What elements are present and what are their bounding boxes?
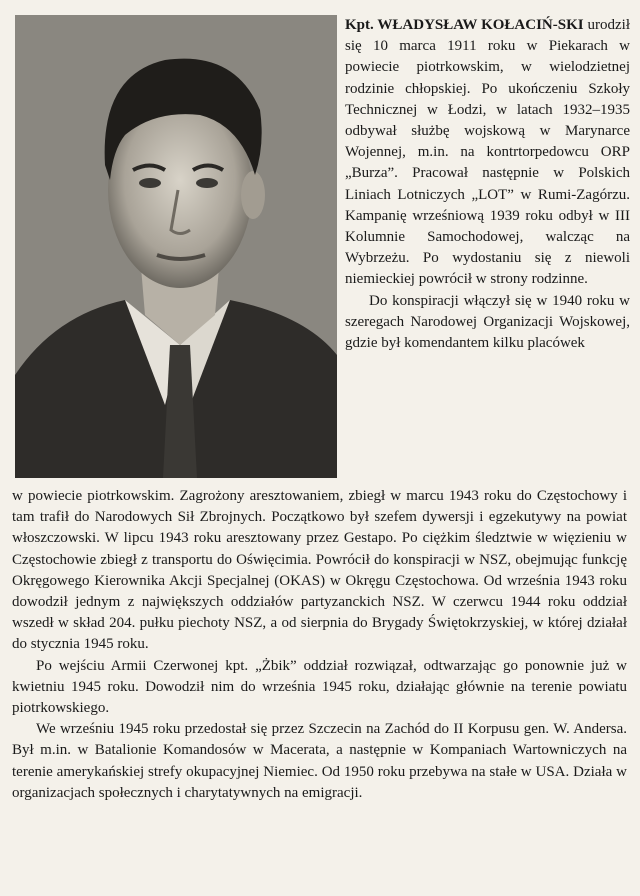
article-full-width-text [12, 486, 627, 804]
biography-paragraph-2-start: Do konspiracji włączył się w 1940 roku w szeregach Narodowej Organizacji Wojskowej, gdzie był komendantem kilku placówek [345, 292, 630, 352]
biography-paragraph-2-cont: w powiecie piotrkowskim. Zagrożony aresztowaniem, zbiegł w marcu 1943 roku do Częstochowy i tam trafił do Narodowych Sił Zbrojnych. Początkowo był szefem dywersji i egzekutywy na powiat włoszczowski. W lipcu 1943 roku aresztowany przez Gestapo. Po ciężkim śledztwie w więzieniu w Częstochowie zbiegł z transportu do Oświęcimia. Powrócił do konspiracji w NSZ, obejmując funkcję Okręgowego Kierownika Akcji Specjalnej (OKAS) w Okręgu Częstochowa. Od września 1943 roku dowodził jednym z największych oddziałów partyzanckich NSZ. W czerwcu 1944 roku oddział wszedł w skład 204. pułku piechoty NSZ, a od sierpnia do Brygady Świętokrzyskiej, w której działał do stycznia 1945 roku. [12, 488, 627, 653]
article-column-text [345, 15, 630, 354]
portrait-illustration [15, 15, 337, 478]
biography-paragraph-4: We wrześniu 1945 roku przedostał się przez Szczecin na Zachód do II Korpusu gen. W. Andersa. Był m.in. w Batalionie Komandosów w Macerata, a następnie w Kompaniach Wartowniczych na terenie amerykańskiej strefy okupacyjnej Niemiec. Od 1950 roku przebywa na stałe w USA. Działa w organizacjach społecznych i charytatywnych na emigracji. [12, 721, 627, 801]
portrait-photo [15, 15, 337, 478]
biography-paragraph-3: Po wejściu Armii Czerwonej kpt. „Żbik” oddział rozwiązał, odtwarzając go ponownie już w kwietniu 1945 roku. Dowodził nim do września 1945 roku, działając głównie na terenie powiatu piotrkowskiego. [12, 657, 627, 717]
biography-paragraph-1: urodził się 10 marca 1911 roku w Piekarach w powiecie piotrkowskim, w wielodzietnej rodzinie chłopskiej. Po ukończeniu Szkoły Technicznej w Łodzi, w latach 1932–1935 odbywał służbę wojskową w Marynarce Wojennej, m.in. na kontrtorpedowcu ORP „Burza”. Pracował następnie w Polskich Liniach Lotniczych „LOT” w Rumi-Zagórzu. Kampanię wrześniową 1939 roku odbył w III Kolumnie Samochodowej, walcząc na Wybrzeżu. Po wydostaniu się z niewoli niemieckiej powrócił w strony rodzinne. [345, 17, 630, 288]
subject-name: Kpt. WŁADYSŁAW KOŁACIŃ-SKI [345, 17, 584, 33]
